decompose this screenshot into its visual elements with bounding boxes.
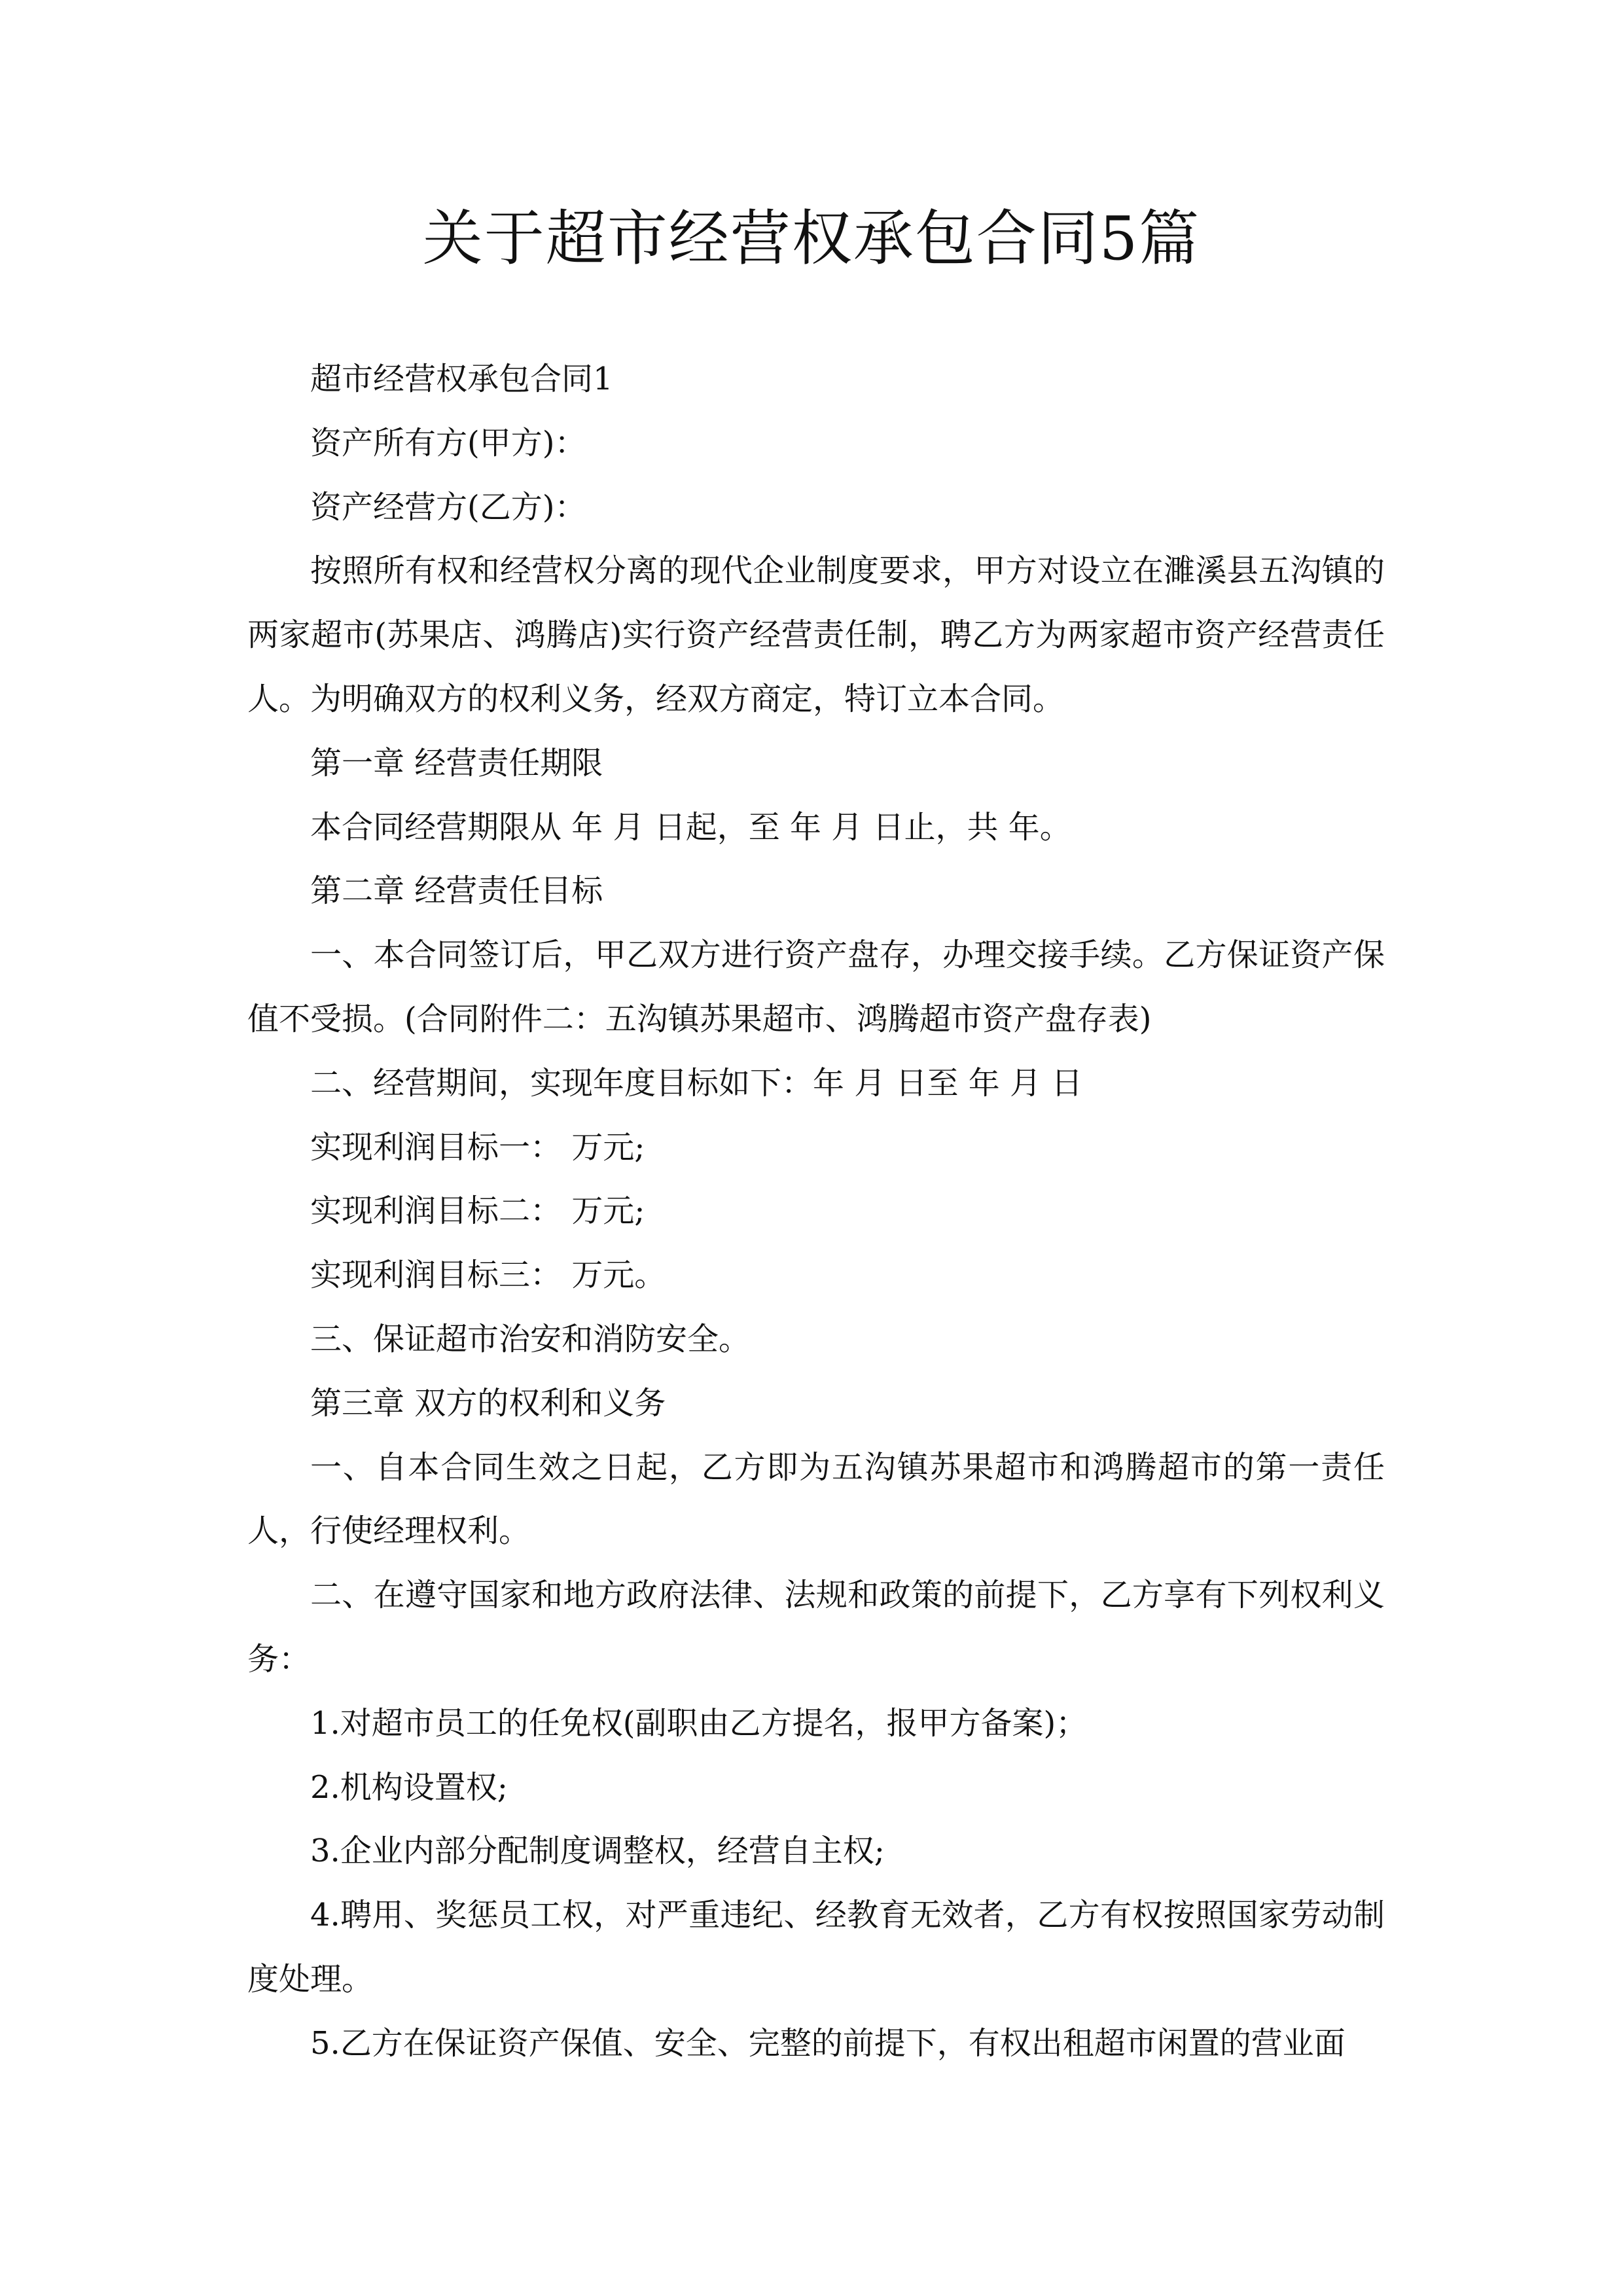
rights-item: 3.企业内部分配制度调整权，经营自主权;: [310, 1833, 885, 1870]
profit-target-line: 实现利润目标三： 万元。: [310, 1257, 666, 1294]
rights-item: 5.乙方在保证资产保值、安全、完整的前提下，有权出租超市闲置的营业面: [310, 2024, 1346, 2062]
rights-item: 2.机构设置权;: [310, 1768, 508, 1806]
term-paragraph: 本合同经营期限从 年 月 日起，至 年 月 日止，共 年。: [310, 808, 1071, 846]
party-a-line: 资产所有方(甲方)：: [310, 424, 586, 461]
party-b-line: 资产经营方(乙方)：: [310, 488, 586, 526]
chapter-2-heading: 第二章 经营责任目标: [310, 872, 603, 910]
profit-target-line: 实现利润目标一： 万元;: [310, 1128, 645, 1166]
rights-item: 4.聘用、奖惩员工权，对严重违纪、经教育无效者，乙方有权按照国家劳动制度处理。: [247, 1897, 1385, 1998]
clause-paragraph: 二、在遵守国家和地方政府法律、法规和政策的前提下，乙方享有下列权利义务：: [247, 1577, 1385, 1677]
clause-paragraph: 二、经营期间，实现年度目标如下：年 月 日至 年 月 日: [310, 1064, 1083, 1102]
chapter-3-heading: 第三章 双方的权利和义务: [310, 1384, 666, 1422]
document-title: 关于超市经营权承包合同5篇: [422, 204, 1201, 274]
contract-heading: 超市经营权承包合同1: [310, 361, 613, 397]
chapter-1-heading: 第一章 经营责任期限: [310, 744, 603, 781]
rights-item: 1.对超市员工的任免权(副职由乙方提名，报甲方备案)；: [310, 1704, 1088, 1742]
preamble-paragraph: 按照所有权和经营权分离的现代企业制度要求，甲方对设立在濉溪县五沟镇的两家超市(苏果店、鸿腾店)实行资产经营责任制，聘乙方为两家超市资产经营责任人。为明确双方的权利义务，经双方商定，特订立本合同。: [247, 552, 1385, 717]
clause-paragraph: 三、保证超市治安和消防安全。: [310, 1320, 751, 1357]
document-body: [247, 348, 1385, 2076]
clause-paragraph: 一、本合同签订后，甲乙双方进行资产盘存，办理交接手续。乙方保证资产保值不受损。(合同附件二：五沟镇苏果超市、鸿腾超市资产盘存表): [247, 937, 1385, 1037]
clause-paragraph: 一、自本合同生效之日起，乙方即为五沟镇苏果超市和鸿腾超市的第一责任人，行使经理权利。: [247, 1448, 1385, 1550]
profit-target-line: 实现利润目标二： 万元;: [310, 1193, 645, 1230]
